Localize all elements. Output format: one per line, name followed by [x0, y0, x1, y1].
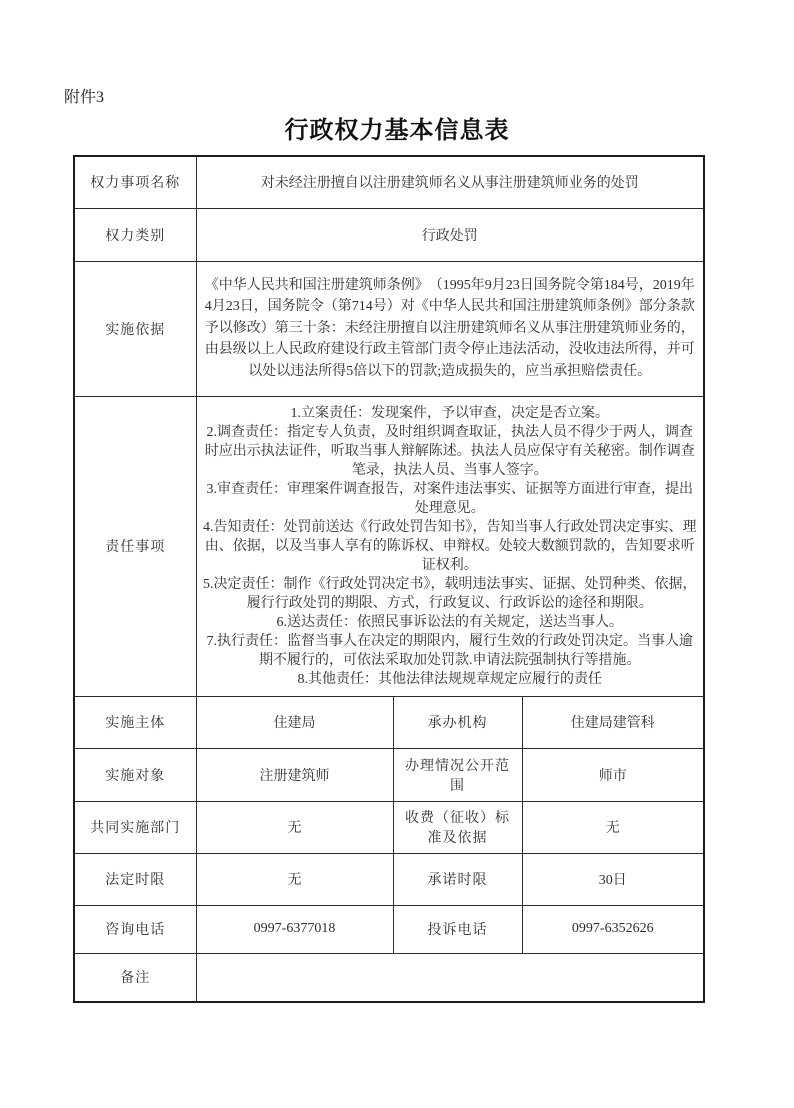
responsibility-item-1: 1.立案责任：发现案件，予以审查，决定是否立案。	[290, 405, 609, 421]
promised-time-limit-value: 30日	[522, 853, 704, 905]
attachment-label: 附件3	[64, 89, 105, 106]
complaint-phone-value: 0997-6352626	[522, 905, 704, 953]
statutory-time-limit-label: 法定时限	[74, 853, 196, 905]
responsibility-item-8: 8.其他责任：其他法律法规规章规定应履行的责任	[297, 671, 602, 687]
undertaking-agency-value: 住建局建管科	[522, 696, 704, 748]
responsibility-items-list	[196, 396, 704, 696]
power-name-label: 权力事项名称	[74, 156, 196, 208]
responsibility-item-2: 2.调查责任：指定专人负责，及时组织调查取证，执法人员不得少于两人，调查时应出示执法证件，听取当事人辩解陈述。执法人员应保守有关秘密。制作调查笔录，执法人员、当事人签字。	[204, 424, 695, 478]
promised-time-limit-label: 承诺时限	[393, 853, 522, 905]
complaint-phone-label: 投诉电话	[393, 905, 522, 953]
statutory-time-limit-value: 无	[196, 853, 393, 905]
row-power-category	[74, 208, 704, 261]
undertaking-agency-label: 承办机构	[393, 696, 522, 748]
remarks-label: 备注	[74, 953, 196, 1002]
power-name-value: 对未经注册擅自以注册建筑师名义从事注册建筑师业务的处罚	[196, 156, 704, 208]
responsibility-items-label: 责任事项	[74, 396, 196, 696]
implementer-label: 实施主体	[74, 696, 196, 748]
responsibility-item-6: 6.送达责任：依照民事诉讼法的有关规定，送达当事人。	[276, 614, 623, 630]
row-implementation-basis	[74, 261, 704, 396]
responsibility-item-5: 5.决定责任：制作《行政处罚决定书》，载明违法事实、证据、处罚种类、依据，履行行政处罚的期限、方式，行政复议、行政诉讼的途径和期限。	[203, 576, 697, 611]
implementation-basis-value: 《中华人民共和国注册建筑师条例》 （1995年9月23日国务院令第184号，2019年4月23日，国务院令（第714号）对《中华人民共和国注册建筑师条例》部分条款予以修改）第三十条：未经注册擅自以注册建筑师名义从事注册建筑师业务的，由县级以上人民政府建设行政主管部门责令停止违法活动，没收违法所得，并可以处以违法所得5倍以下的罚款;造成损失的，应当承担赔偿责任。	[196, 261, 704, 396]
row-implementer	[74, 696, 704, 748]
power-category-label: 权力类别	[74, 208, 196, 261]
row-statutory-time-limit	[74, 853, 704, 905]
row-implementation-target	[74, 748, 704, 801]
row-joint-departments	[74, 801, 704, 853]
remarks-value	[196, 953, 704, 1002]
document-title: 行政权力基本信息表	[284, 118, 510, 144]
fee-standard-value: 无	[522, 801, 704, 853]
responsibility-item-3: 3.审查责任：审理案件调查报告，对案件违法事实、证据等方面进行审查，提出处理意见。	[206, 481, 693, 516]
responsibility-item-7: 7.执行责任：监督当事人在决定的期限内，履行生效的行政处罚决定。当事人逾期不履行的，可依法采取加处罚款.申请法院强制执行等措施。	[206, 633, 693, 668]
joint-departments-label: 共同实施部门	[74, 801, 196, 853]
implementation-basis-label: 实施依据	[74, 261, 196, 396]
disclosure-scope-value: 师市	[522, 748, 704, 801]
implementer-value: 住建局	[196, 696, 393, 748]
info-table	[73, 155, 705, 1003]
disclosure-scope-label: 办理情况公开范围	[393, 748, 522, 801]
fee-standard-label: 收费（征收）标准及依据	[393, 801, 522, 853]
implementation-target-value: 注册建筑师	[196, 748, 393, 801]
row-power-name	[74, 156, 704, 208]
row-remarks	[74, 953, 704, 1002]
row-phones	[74, 905, 704, 953]
consultation-phone-label: 咨询电话	[74, 905, 196, 953]
implementation-target-label: 实施对象	[74, 748, 196, 801]
responsibility-item-4: 4.告知责任：处罚前送达《行政处罚告知书》，告知当事人行政处罚决定事实、理由、依据，以及当事人享有的陈诉权、申辩权。处较大数额罚款的，告知要求听证权利。	[203, 519, 697, 573]
consultation-phone-value: 0997-6377018	[196, 905, 393, 953]
row-responsibility-items	[74, 396, 704, 696]
joint-departments-value: 无	[196, 801, 393, 853]
power-category-value: 行政处罚	[196, 208, 704, 261]
